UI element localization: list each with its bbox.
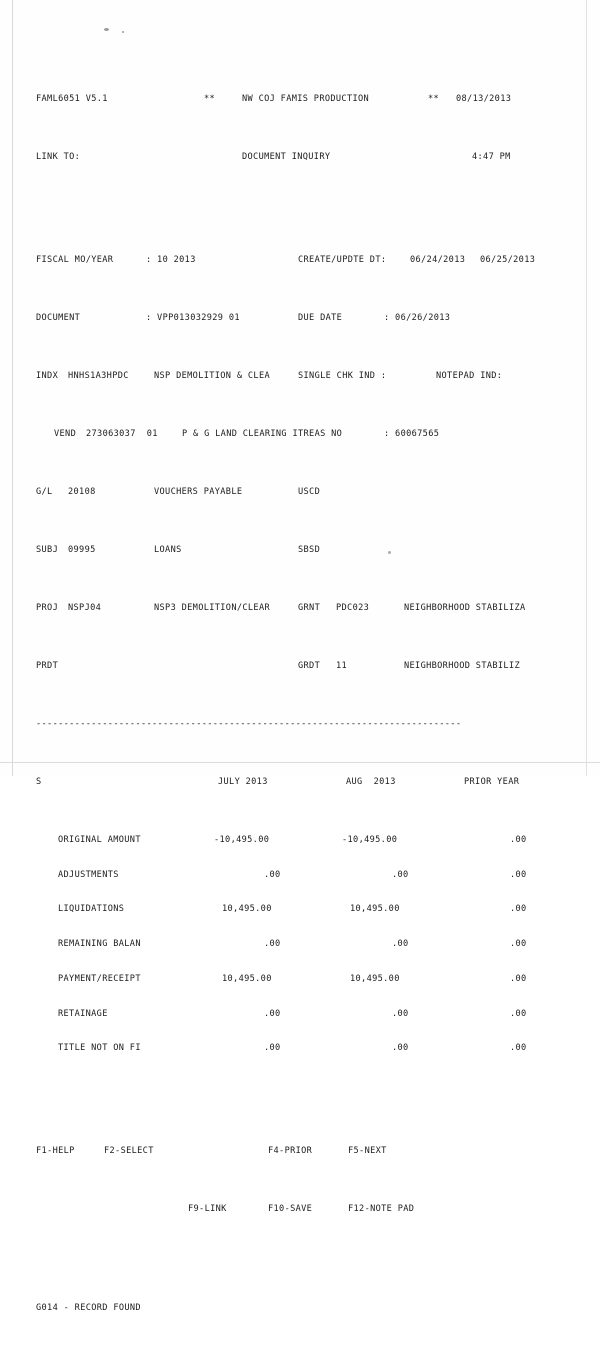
amount-aug: .00 xyxy=(392,869,409,880)
subj-label: SUBJ xyxy=(36,544,59,555)
due-date-value: : 06/26/2013 xyxy=(384,313,451,324)
prdt-label: PRDT xyxy=(36,660,59,671)
grnt-description: NEIGHBORHOOD STABILIZA xyxy=(404,602,526,613)
amount-row xyxy=(36,1043,576,1055)
indx-label: INDX xyxy=(36,371,59,382)
amount-july: .00 xyxy=(264,869,281,880)
amount-prior: .00 xyxy=(510,939,527,950)
vend-label: VEND xyxy=(54,429,77,439)
scan-edge-left xyxy=(12,0,13,776)
gl-label: G/L xyxy=(36,486,53,497)
amount-aug: .00 xyxy=(392,939,409,950)
amount-row xyxy=(36,974,576,986)
amount-label: RETAINAGE xyxy=(58,1008,108,1019)
f10-save-key[interactable]: F10-SAVE xyxy=(268,1204,313,1215)
proj-row xyxy=(36,603,576,615)
status-message: G014 - RECORD FOUND xyxy=(36,1302,141,1313)
proj-description: NSP3 DEMOLITION/CLEAR xyxy=(154,602,271,613)
document-value[interactable]: : VPP013032929 01 xyxy=(146,313,240,324)
amount-row xyxy=(36,1009,576,1021)
link-to-label[interactable]: LINK TO: xyxy=(36,152,81,163)
fiscal-label: FISCAL MO/YEAR xyxy=(36,255,114,266)
due-date-label: DUE DATE xyxy=(298,313,343,324)
single-chk-label: SINGLE CHK IND : xyxy=(298,371,387,382)
indx-description: NSP DEMOLITION & CLEA xyxy=(154,371,271,382)
grdt-description: NEIGHBORHOOD STABILIZ xyxy=(404,660,521,671)
system-title: NW COJ FAMIS PRODUCTION xyxy=(242,94,370,105)
gl-code[interactable]: 20108 xyxy=(68,486,96,497)
status-column-label: S xyxy=(36,776,42,787)
function-keys-row-1 xyxy=(36,1146,576,1158)
divider-line: ----------------------------------------------------------------------------- xyxy=(36,718,462,729)
column-header-aug: AUG 2013 xyxy=(346,776,396,787)
index-row xyxy=(36,371,576,383)
amounts-header-row xyxy=(36,777,576,789)
amount-july: 10,495.00 xyxy=(222,904,272,915)
header-row-1 xyxy=(36,94,576,106)
f5-next-key[interactable]: F5-NEXT xyxy=(348,1146,387,1157)
proj-label: PROJ xyxy=(36,602,59,613)
column-header-july: JULY 2013 xyxy=(218,776,268,787)
amount-label: PAYMENT/RECEIPT xyxy=(58,973,141,984)
fiscal-row xyxy=(36,255,576,267)
scan-speck xyxy=(104,28,109,31)
gl-description: VOUCHERS PAYABLE xyxy=(154,486,243,497)
program-id: FAML6051 V5.1 xyxy=(36,94,108,105)
f4-prior-key[interactable]: F4-PRIOR xyxy=(268,1146,313,1157)
amount-prior: .00 xyxy=(510,973,527,984)
grdt-label: GRDT xyxy=(298,660,321,671)
amount-aug: .00 xyxy=(392,1008,409,1019)
scan-speck xyxy=(122,31,124,33)
prdt-row xyxy=(36,661,576,673)
amount-aug: -10,495.00 xyxy=(342,834,398,845)
amount-july: .00 xyxy=(264,1043,281,1054)
update-date: 06/25/2013 xyxy=(480,255,536,266)
proj-code[interactable]: NSPJ04 xyxy=(68,602,102,613)
amount-july: .00 xyxy=(264,1008,281,1019)
document-row xyxy=(36,313,576,325)
amount-row xyxy=(36,939,576,951)
amount-prior: .00 xyxy=(510,1043,527,1054)
fiscal-value[interactable]: : 10 2013 xyxy=(146,255,196,266)
amount-row xyxy=(36,904,576,916)
terminal-screen xyxy=(36,48,576,1349)
treas-no-value: : 60067565 xyxy=(384,429,440,439)
subj-row xyxy=(36,545,576,557)
amount-prior: .00 xyxy=(510,1008,527,1019)
status-message-row xyxy=(36,1303,576,1315)
header-time: 4:47 PM xyxy=(472,152,511,163)
subj-code[interactable]: 09995 xyxy=(68,544,96,555)
header-row-2 xyxy=(36,152,576,164)
gl-fund: USCD xyxy=(298,486,321,497)
vend-description: P & G LAND CLEARING I xyxy=(182,429,299,439)
asterisks-left: ** xyxy=(204,94,216,105)
amount-label: ORIGINAL AMOUNT xyxy=(58,834,141,845)
amount-aug: 10,495.00 xyxy=(350,973,400,984)
amount-label: REMAINING BALAN xyxy=(58,939,141,950)
grnt-label: GRNT xyxy=(298,602,321,613)
header-date: 08/13/2013 xyxy=(456,94,512,105)
document-label: DOCUMENT xyxy=(36,313,81,324)
grnt-code[interactable]: PDC023 xyxy=(336,602,370,613)
column-header-prior: PRIOR YEAR xyxy=(464,776,520,787)
treas-no-label: TREAS NO xyxy=(298,429,343,439)
amount-label: TITLE NOT ON FI xyxy=(58,1043,141,1054)
subj-description: LOANS xyxy=(154,544,182,555)
create-update-label: CREATE/UPDTE DT: xyxy=(298,255,387,266)
f1-help-key[interactable]: F1-HELP xyxy=(36,1146,75,1157)
gl-row xyxy=(36,487,576,499)
amount-label: ADJUSTMENTS xyxy=(58,869,119,880)
amount-label: LIQUIDATIONS xyxy=(58,904,125,915)
create-date: 06/24/2013 xyxy=(410,255,466,266)
amount-row xyxy=(36,835,576,847)
function-keys-row-2 xyxy=(36,1204,576,1216)
grdt-code[interactable]: 11 xyxy=(336,660,348,671)
f9-link-key[interactable]: F9-LINK xyxy=(188,1204,227,1215)
amount-july: 10,495.00 xyxy=(222,973,272,984)
screen-title: DOCUMENT INQUIRY xyxy=(242,152,331,163)
amount-july: -10,495.00 xyxy=(214,834,270,845)
notepad-ind-label: NOTEPAD IND: xyxy=(436,371,503,382)
amount-july: .00 xyxy=(264,939,281,950)
scan-edge-right xyxy=(586,0,587,776)
indx-code[interactable]: HNHS1A3HPDC xyxy=(68,371,129,382)
amount-prior: .00 xyxy=(510,834,527,845)
vendor-row xyxy=(36,429,576,441)
amount-row xyxy=(36,870,576,882)
f2-select-key[interactable]: F2-SELECT xyxy=(104,1146,154,1157)
subj-fund: SBSD xyxy=(298,544,321,555)
amount-aug: .00 xyxy=(392,1043,409,1054)
f12-notepad-key[interactable]: F12-NOTE PAD xyxy=(348,1204,415,1215)
asterisks-right: ** xyxy=(428,94,440,105)
vend-code[interactable]: 273063037 01 xyxy=(86,429,158,439)
divider-row xyxy=(36,719,576,731)
amount-aug: 10,495.00 xyxy=(350,904,400,915)
amount-prior: .00 xyxy=(510,869,527,880)
amount-prior: .00 xyxy=(510,904,527,915)
